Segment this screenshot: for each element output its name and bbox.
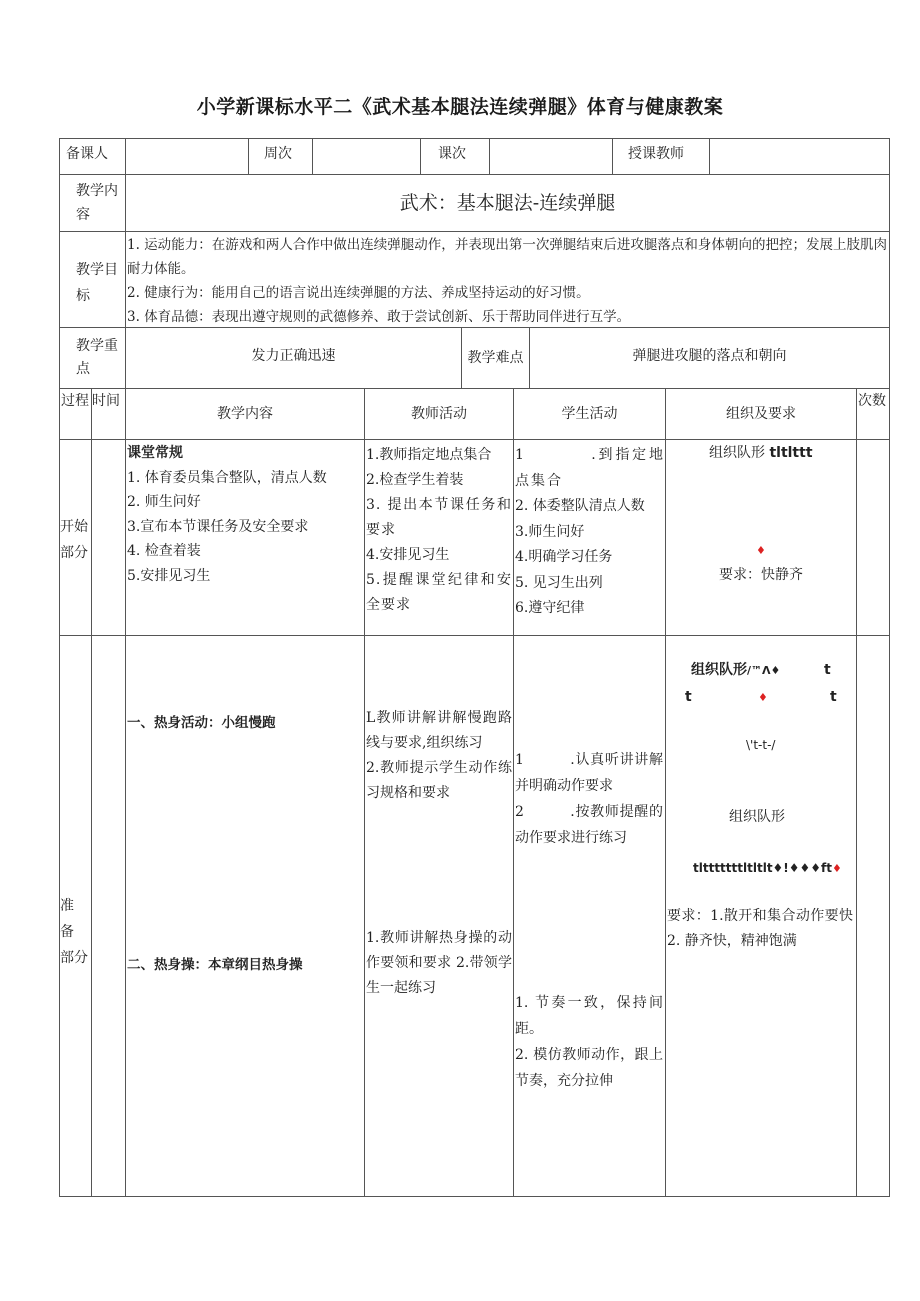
start-content-item-1: 1. 体育委员集合整队，清点人数 bbox=[127, 469, 327, 486]
col-teacher: 教师活动 bbox=[411, 405, 467, 422]
prep-org-formation1-row bbox=[691, 658, 780, 683]
goal-item-2: 2. 健康行为：能用自己的语言说出连续弹腿的方法、养成坚持运动的好习惯。 bbox=[127, 285, 590, 301]
exercise-title: 二、热身操：本章纲目热身操 bbox=[127, 957, 303, 973]
prep-org-formation1-label: 组织队形 bbox=[691, 662, 747, 678]
start-content-item-3: 3.宣布本节课任务及安全要求 bbox=[127, 518, 309, 535]
week-value bbox=[315, 142, 418, 172]
start-label bbox=[60, 514, 92, 566]
col-org: 组织及要求 bbox=[726, 405, 796, 422]
week-label: 周次 bbox=[264, 146, 292, 162]
prep-label-line2: 部分 bbox=[60, 950, 88, 966]
prep-org bbox=[666, 636, 856, 1196]
diamond-icon: ♦ bbox=[758, 691, 768, 704]
col-time: 时间 bbox=[92, 393, 120, 409]
start-student-item-2: 2. 体委整队清点人数 bbox=[515, 498, 645, 514]
start-student bbox=[515, 443, 665, 633]
content-value: 武术：基本腿法-连续弹腿 bbox=[399, 191, 616, 214]
exercise-student-item-2: 2. 模仿教师动作，跟上节奏，充分拉伸 bbox=[515, 1047, 663, 1089]
prep-org-marks2-text: tltttttttltltlt♦!♦♦♦ft bbox=[693, 861, 833, 875]
col-process: 过程 bbox=[61, 393, 89, 409]
col-student: 学生活动 bbox=[561, 405, 618, 422]
start-content bbox=[127, 441, 363, 631]
goals-label-line1: 教学目 bbox=[76, 262, 118, 278]
start-teacher bbox=[366, 443, 512, 633]
warmup-teacher-item-2: 2.教师提示学生动作练习规格和要求 bbox=[366, 760, 512, 801]
keypoints-value: 发力正确迅速 bbox=[251, 348, 336, 364]
content-label-line1: 教学内 bbox=[76, 183, 118, 199]
lesson-label: 课次 bbox=[438, 146, 466, 162]
warmup-teacher bbox=[366, 706, 512, 816]
difficulty-value: 弹腿进攻腿的落点和朝向 bbox=[632, 348, 787, 364]
start-student-item-5: 5. 见习生出列 bbox=[515, 574, 603, 591]
formation-t-right: t bbox=[830, 689, 837, 705]
start-content-item-4: 4. 检查着装 bbox=[127, 543, 201, 559]
diamond-icon: ♦ bbox=[756, 544, 766, 557]
start-org-formation-label: 组织队形 bbox=[709, 445, 765, 461]
start-teacher-item-4: 4.安排见习生 bbox=[366, 547, 450, 563]
goals-label-line2: 标 bbox=[76, 288, 90, 304]
start-content-title: 课堂常规 bbox=[127, 445, 183, 461]
col-content: 教学内容 bbox=[217, 405, 273, 422]
start-label-line1: 开始 bbox=[60, 519, 88, 535]
goals-list bbox=[127, 233, 887, 327]
start-content-item-5: 5.安排见习生 bbox=[127, 567, 211, 584]
lesson-value bbox=[492, 142, 610, 172]
exercise-teacher bbox=[366, 926, 512, 1006]
exercise-student-item-1: 1. 节奏一致，保持间距。 bbox=[515, 995, 663, 1037]
page-title: 小学新课标水平二《武术基本腿法连续弹腿》体育与健康教案 bbox=[196, 96, 724, 118]
goals-label bbox=[62, 257, 124, 307]
start-org bbox=[666, 441, 856, 631]
start-teacher-item-3: 3. 提出本节课任务和要求 bbox=[366, 497, 512, 538]
warmup-teacher-item-1: L教师讲解讲解慢跑路线与要求,组织练习 bbox=[366, 710, 512, 751]
formation-t-top-right: t bbox=[824, 662, 831, 678]
diamond-icon: ♦ bbox=[832, 862, 842, 875]
start-student-item-1: 1 .到指定地点集合 bbox=[515, 447, 665, 489]
content-label bbox=[62, 179, 124, 229]
keypoints-label-line2: 点 bbox=[76, 361, 90, 377]
difficulty-label: 教学难点 bbox=[467, 349, 524, 366]
col-times: 次数 bbox=[858, 393, 886, 409]
keypoints-label bbox=[62, 335, 124, 385]
prep-org-marks2 bbox=[693, 856, 842, 881]
warmup-student-item-2: 2 .按教师提醒的动作要求进行练习 bbox=[515, 804, 663, 846]
prep-org-formation1-marks: /™Λ♦ bbox=[747, 664, 781, 677]
start-teacher-item-5: 5.提醒课堂纪律和安全要求 bbox=[366, 572, 512, 613]
content-label-line2: 容 bbox=[76, 207, 90, 223]
teacher-label: 授课教师 bbox=[628, 146, 684, 162]
start-org-formation-row bbox=[709, 441, 813, 466]
exercise-student bbox=[515, 990, 663, 1090]
start-org-marks: tltlttt bbox=[769, 445, 813, 461]
preparer-value bbox=[128, 142, 246, 172]
preparer-label: 备课人 bbox=[66, 146, 108, 162]
formation-curve: \'t-t-/ bbox=[746, 738, 776, 752]
teacher-value bbox=[712, 142, 887, 172]
prep-label bbox=[60, 893, 92, 966]
goal-item-3: 3. 体育品德：表现出遵守规则的武德修养、敢于尝试创新、乐于帮助同伴进行互学。 bbox=[127, 309, 631, 325]
warmup-student-item-1: 1 .认真听讲讲解并明确动作要求 bbox=[515, 752, 663, 794]
exercise-teacher-item-1: 1.教师讲解热身操的动作要领和要求 2.带领学生一起练习 bbox=[366, 930, 512, 996]
prep-org-requirement: 要求：1.散开和集合动作要快 2. 静齐快，精神饱满 bbox=[667, 908, 853, 949]
start-student-item-3: 3.师生问好 bbox=[515, 523, 585, 540]
start-teacher-item-1: 1.教师指定地点集合 bbox=[366, 447, 492, 463]
goal-item-1: 1. 运动能力：在游戏和两人合作中做出连续弹腿动作，并表现出第一次弹腿结束后进攻腿落点和身体朝向的把控；发展上肢肌肉耐力体能。 bbox=[127, 237, 887, 277]
warmup-student bbox=[515, 747, 663, 847]
keypoints-label-line1: 教学重 bbox=[76, 338, 118, 354]
formation-t-left: t bbox=[685, 689, 692, 705]
start-student-item-4: 4.明确学习任务 bbox=[515, 549, 613, 565]
start-label-line2: 部分 bbox=[60, 545, 88, 561]
start-content-item-2: 2. 师生问好 bbox=[127, 494, 201, 510]
start-teacher-item-2: 2.检查学生着装 bbox=[366, 472, 464, 488]
warmup-title: 一、热身活动：小组慢跑 bbox=[127, 715, 276, 731]
start-student-item-6: 6.遵守纪律 bbox=[515, 600, 585, 616]
prep-label-line1: 准备 bbox=[60, 898, 77, 940]
prep-org-formation2-label: 组织队形 bbox=[729, 809, 785, 825]
start-org-requirement: 要求：快静齐 bbox=[719, 567, 803, 583]
